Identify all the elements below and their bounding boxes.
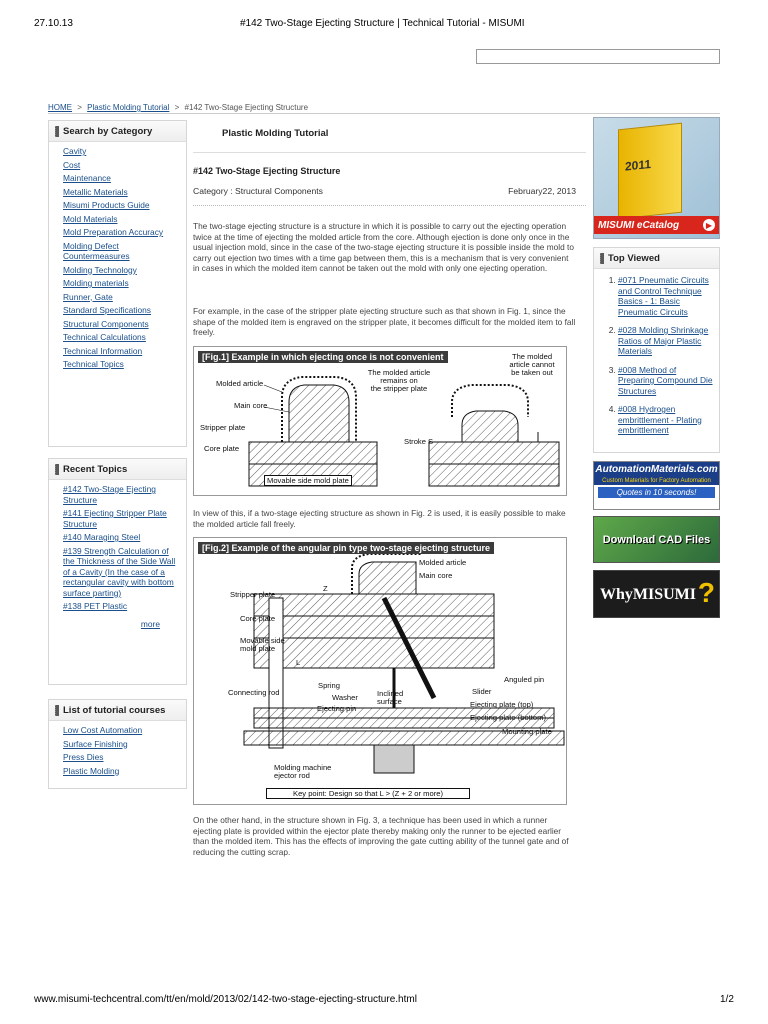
fig1-stripper-plate-left: [249, 442, 377, 464]
category-link[interactable]: Molding Defect Countermeasures: [63, 240, 130, 261]
paragraph-3: In view of this, if a two-stage ejecting structure as shown in Fig. 2 is used, it is easily possible to make the molded article fall freely.: [193, 508, 566, 529]
fig2-label-spring: Spring: [318, 681, 340, 690]
print-url: www.misumi-techcentral.com/tt/en/mold/2013/02/142-two-stage-ejecting-structure.html: [34, 994, 417, 1005]
category-link[interactable]: Cost: [63, 159, 81, 170]
automation-materials-banner[interactable]: AutomationMaterials.com Custom Materials for Factory Automation Quotes in 10 seconds!: [593, 461, 720, 510]
category-link[interactable]: Mold Preparation Accuracy: [63, 227, 164, 237]
category-link[interactable]: Technical Topics: [63, 359, 124, 369]
top-viewed-list: [594, 269, 719, 448]
course-link[interactable]: Surface Finishing: [63, 738, 128, 749]
breadcrumb-sep: >: [77, 103, 82, 112]
figure-2-drawing: [194, 538, 568, 806]
meta-divider: [193, 205, 586, 206]
category-link[interactable]: Technical Calculations: [63, 332, 146, 342]
ecatalog-book-icon: 2011: [618, 123, 682, 220]
category-link[interactable]: Technical Information: [63, 345, 143, 356]
top-viewed-item[interactable]: [618, 275, 713, 317]
figure-1-title: [Fig.1] Example in which ejecting once is not convenient: [198, 351, 448, 363]
fig2-label-machine-rod: Molding machine ejector rod: [274, 763, 332, 781]
category-link[interactable]: Standard Specifications: [63, 305, 151, 315]
breadcrumb-divider: [48, 113, 720, 114]
fig2-label-ejecting-pin: Ejecting pin: [317, 704, 357, 713]
fig2-label-main-core: Main core: [419, 571, 453, 580]
paragraph-4: On the other hand, in the structure shown in Fig. 3, a technique has been used in which a runner ejecting plate is provided within the ejector plate thereby making only the runner to be ejected earlier than the molded item. This has the effects of improving the gate cutting ability of the tunnel gate and of reducing the cutting scrap.: [193, 815, 569, 857]
fig2-core-plate: [254, 616, 494, 638]
paragraph-1: The two-stage ejecting structure is a structure in which it is possible to carry out the ejecting operation twice at the time of ejecting the molded article from the core. Although ejection is done only once in the usual injection mold, since in the case of the two-stage ejecting structure it is possible inside the mold to carry out ejection two times with a time gap between them, this is a mechanism that is very convenient in cases in which the molded item cannot be taken out the mold with only one ejecting operation.: [193, 221, 574, 274]
fig2-label-mounting: Mounting plate: [502, 727, 552, 736]
breadcrumb-plastic-molding[interactable]: Plastic Molding Tutorial: [87, 103, 170, 112]
course-link[interactable]: Press Dies: [63, 752, 104, 762]
section-divider: [193, 152, 586, 153]
tutorial-courses-title: List of tutorial courses: [49, 700, 186, 721]
category-link[interactable]: Metallic Materials: [63, 186, 128, 197]
fig1-label-molded-article: Molded article: [216, 379, 264, 388]
fig1-main-core-right: [462, 411, 518, 442]
article-meta: [193, 186, 576, 196]
breadcrumb-home[interactable]: HOME: [48, 103, 72, 112]
fig2-label-inclined: Inclined surface: [377, 689, 404, 707]
top-viewed-item[interactable]: [618, 365, 713, 397]
fig2-label-connecting-rod: Connecting rod: [228, 688, 280, 697]
figure-2-title: [Fig.2] Example of the angular pin type two-stage ejecting structure: [198, 542, 494, 554]
fig2-key-point: Key point: Design so that L > (Z + 2 or more): [266, 788, 470, 799]
top-viewed-item-label[interactable]: #008 Hydrogen embrittlement - Plating embrittlement: [618, 404, 702, 435]
category-link[interactable]: Runner, Gate: [63, 291, 113, 302]
category-link[interactable]: Molding materials: [63, 278, 129, 288]
breadcrumb: [48, 103, 308, 112]
fig1-stripper-plate-right: [429, 442, 559, 464]
top-viewed-item[interactable]: [618, 325, 713, 357]
fig2-label-stripper-plate: Stripper plate: [230, 590, 276, 599]
figure-2: [193, 537, 567, 805]
tutorial-courses-list: [49, 721, 186, 783]
category-link[interactable]: Molding Technology: [63, 264, 137, 275]
fig2-label-l: L: [296, 658, 301, 667]
fig1-label-remains: The molded article remains on the stripper plate: [367, 368, 431, 394]
category-link[interactable]: Maintenance: [63, 173, 111, 183]
more-link[interactable]: more: [140, 618, 160, 629]
top-viewed-box: [593, 247, 720, 453]
ecatalog-banner[interactable]: [593, 117, 720, 239]
top-viewed-item-label[interactable]: #008 Method of Preparing Compound Die Structures: [618, 364, 713, 396]
fig2-label-slider: Slider: [472, 687, 492, 696]
fig2-ejector-rod: [374, 745, 414, 773]
section-title: Plastic Molding Tutorial: [222, 128, 329, 139]
recent-topic-link[interactable]: #139 Strength Calculation of the Thickness of the Side Wall of a Cavity (In the case of a rectangular cavity with bottom surface parting): [63, 545, 176, 598]
category-link[interactable]: Mold Materials: [63, 213, 118, 224]
recent-topic-link[interactable]: #140 Maraging Steel: [63, 532, 141, 542]
search-input[interactable]: [476, 49, 720, 64]
print-page-number: 1/2: [720, 994, 734, 1005]
top-viewed-title: Top Viewed: [594, 248, 719, 269]
fig2-label-z: Z: [323, 584, 328, 593]
fig2-label-plate-top: Ejecting plate (top): [470, 700, 534, 709]
fig1-core-plate-right: [429, 464, 559, 486]
title-bar-icon: [55, 126, 59, 137]
fig1-leader: [264, 385, 282, 392]
recent-topic-link[interactable]: #141 Ejecting Stripper Plate Structure: [63, 508, 167, 529]
fig1-main-core-left: [289, 385, 349, 442]
fig1-leader: [264, 407, 289, 412]
category-link[interactable]: Structural Components: [63, 318, 149, 329]
fig2-main-core: [359, 562, 416, 594]
fig2-label-plate-bottom: Ejecting plate (bottom): [470, 713, 546, 722]
recent-topic-link[interactable]: #142 Two-Stage Ejecting Structure: [63, 484, 156, 505]
article-title: #142 Two-Stage Ejecting Structure: [193, 166, 341, 176]
fig1-label-cannot: The molded article cannot be taken out: [509, 352, 555, 378]
course-link[interactable]: Plastic Molding: [63, 765, 120, 776]
fig2-movable-plate: [254, 638, 494, 668]
recent-topic-link[interactable]: #138 PET Plastic: [63, 601, 128, 611]
article-category: Category : Structural Components: [193, 186, 323, 196]
category-link[interactable]: Misumi Products Guide: [63, 200, 150, 210]
breadcrumb-sep: >: [174, 103, 180, 112]
fig2-label-angular-pin: Anguled pin: [504, 675, 545, 684]
figure-1: [193, 346, 567, 496]
category-link[interactable]: Cavity: [63, 146, 87, 156]
fig2-label-movable-plate: Movable side mold plate: [240, 636, 285, 654]
title-bar-icon: [55, 705, 59, 716]
fig1-label-core-plate: Core plate: [204, 444, 240, 453]
fig2-label-washer: Washer: [332, 693, 358, 702]
ecatalog-bar: MISUMI eCatalog ▶: [594, 216, 719, 234]
title-bar-icon: [55, 464, 59, 475]
why-misumi-banner[interactable]: WhyMISUMI ?: [593, 570, 720, 618]
fig1-label-main-core: Main core: [234, 401, 268, 410]
category-list: [49, 142, 186, 377]
course-link[interactable]: Low Cost Automation: [63, 725, 143, 735]
fig1-label-stripper-plate: Stripper plate: [200, 423, 246, 432]
top-viewed-item[interactable]: [618, 404, 713, 436]
download-cad-banner[interactable]: Download CAD Files: [593, 516, 720, 563]
article-date: February22, 2013: [508, 186, 576, 196]
recent-topics-title: Recent Topics: [49, 459, 186, 480]
search-by-category-box: [48, 120, 187, 447]
print-title: #142 Two-Stage Ejecting Structure | Technical Tutorial - MISUMI: [240, 18, 525, 29]
title-bar-icon: [600, 253, 604, 264]
fig1-label-movable-plate: Movable side mold plate: [264, 475, 352, 486]
recent-topics-box: [48, 458, 187, 685]
search-by-category-title: Search by Category: [49, 121, 186, 142]
top-viewed-item-label[interactable]: #028 Molding Shrinkage Ratios of Major Plastic Materials: [618, 325, 709, 356]
fig2-label-core-plate: Core plate: [240, 614, 276, 623]
question-mark-icon: ?: [697, 577, 715, 608]
recent-topics-list: [49, 480, 186, 619]
arrow-right-icon: ▶: [703, 219, 715, 231]
print-date: 27.10.13: [34, 18, 73, 29]
top-viewed-item-label[interactable]: #071 Pneumatic Circuits and Control Technique Basics - 1: Basic Pneumatic Circuits: [618, 275, 709, 317]
fig1-label-stroke: Stroke S: [404, 437, 434, 446]
fig2-label-molded-article: Molded article: [419, 558, 467, 567]
tutorial-courses-box: [48, 699, 187, 789]
fig2-stripper-plate: [254, 594, 494, 616]
breadcrumb-current: #142 Two-Stage Ejecting Structure: [184, 103, 309, 112]
paragraph-2: For example, in the case of the stripper plate ejecting structure such as that shown in Fig. 1, since the shape of the molded item is engraved on the stripper plate, it becomes difficult for the molded item to fall freely.: [193, 306, 576, 338]
